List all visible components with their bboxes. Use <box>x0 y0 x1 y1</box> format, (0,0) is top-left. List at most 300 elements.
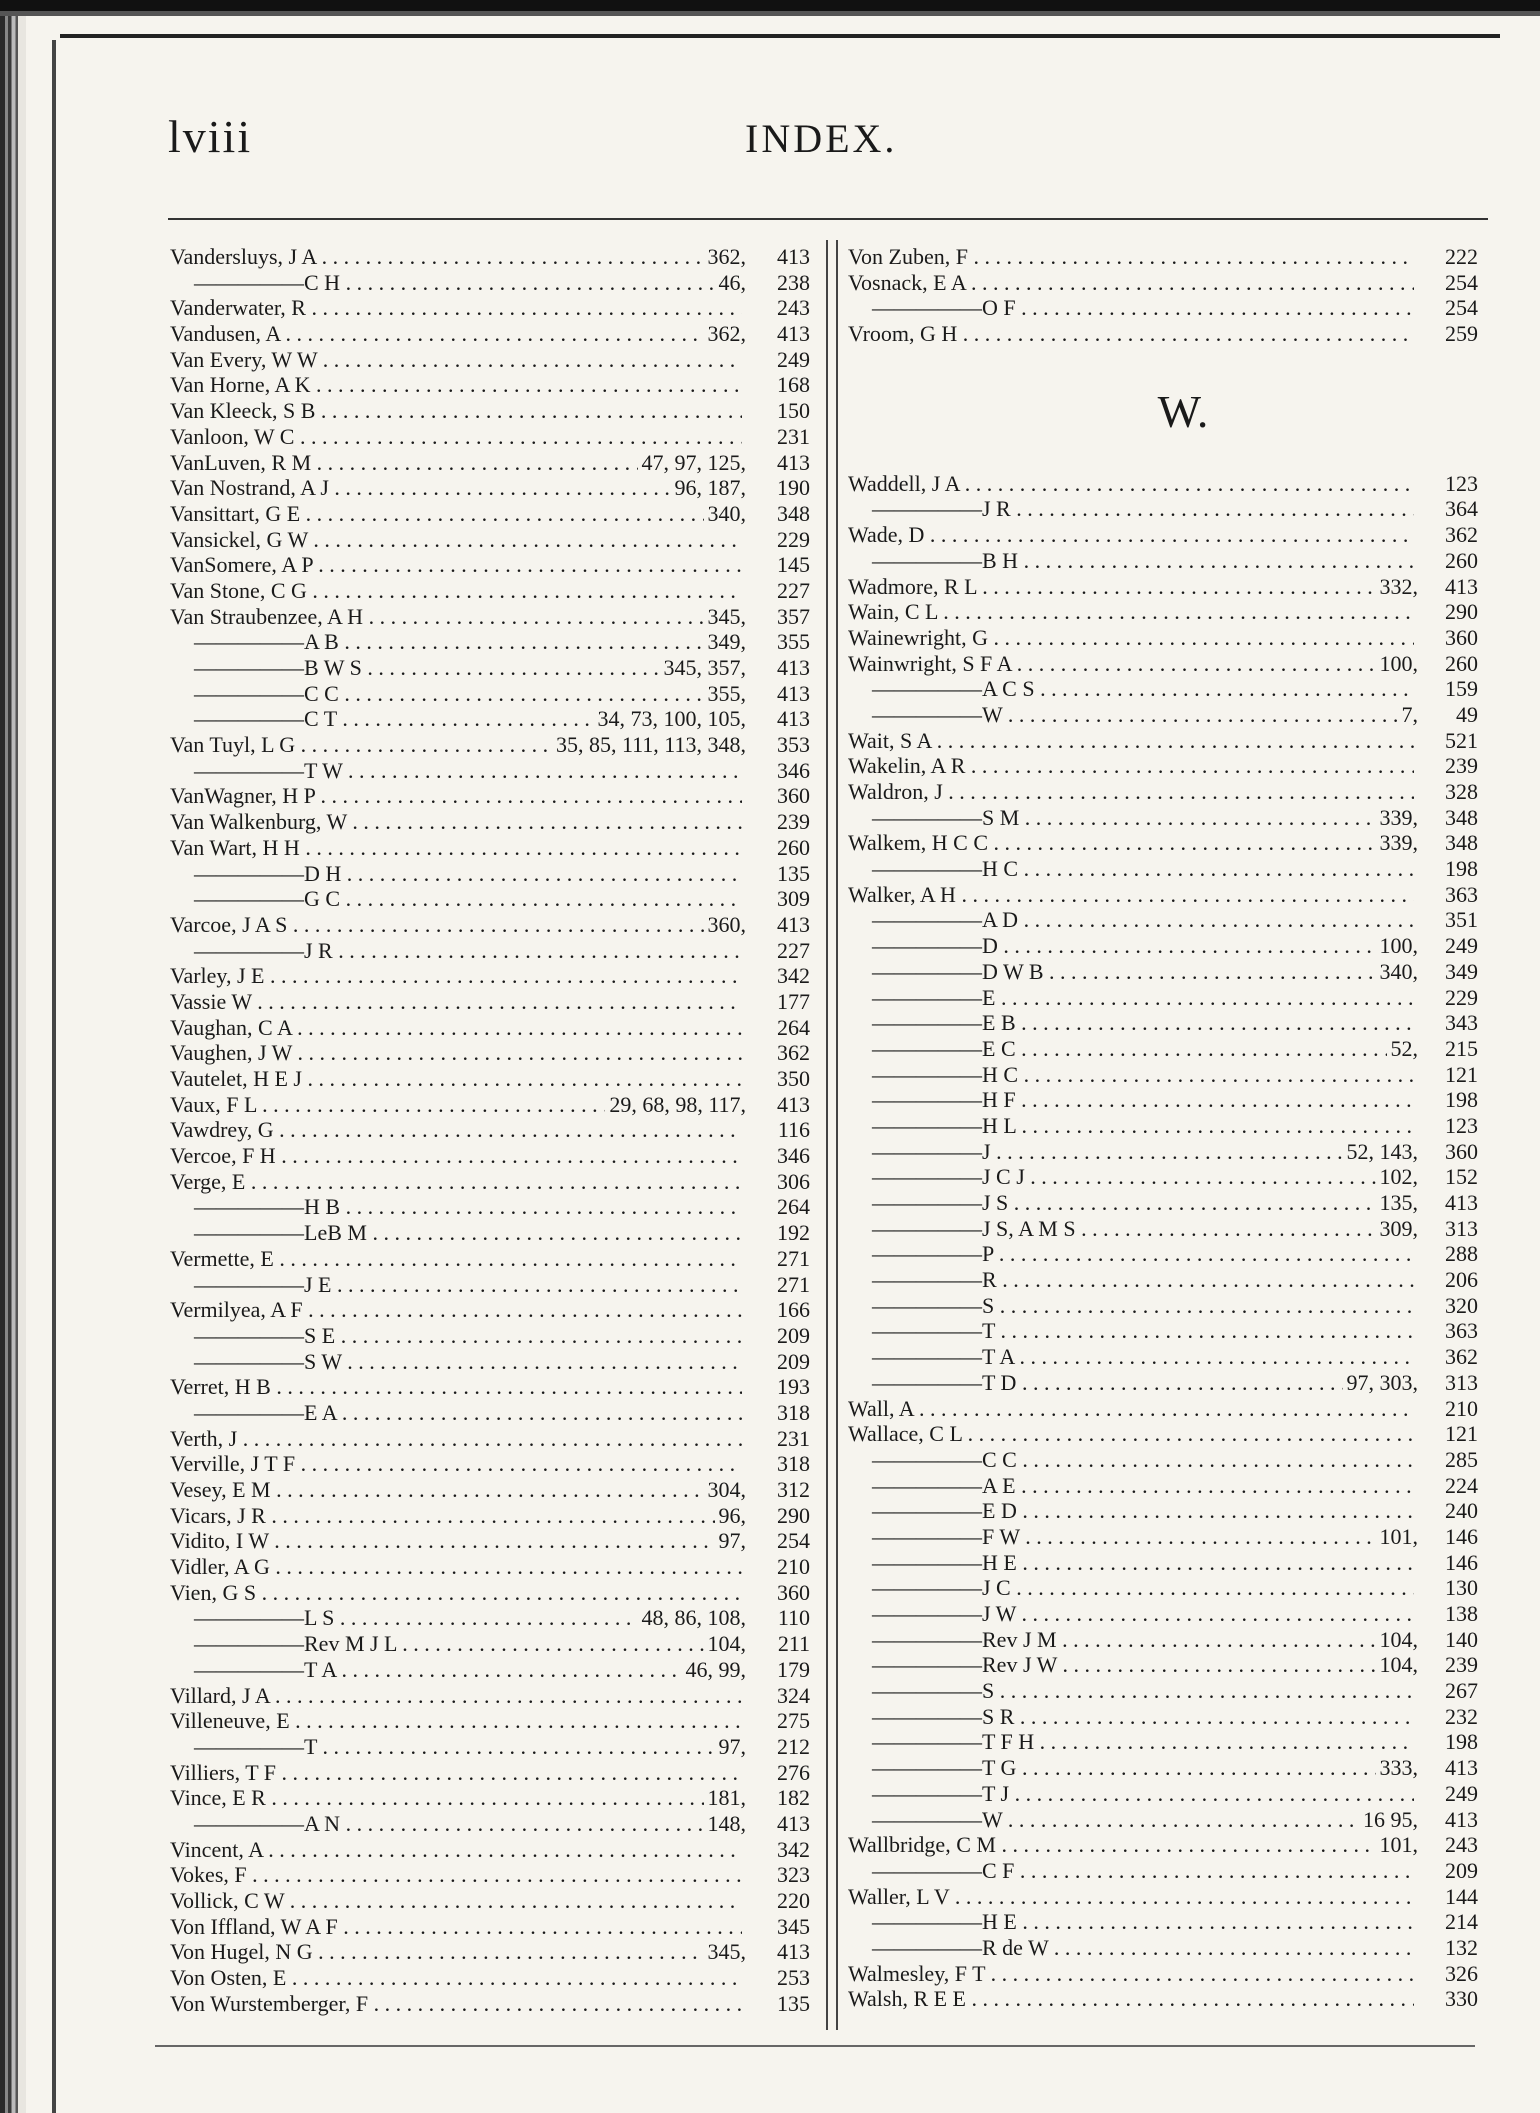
entry-refs: 97, <box>715 1734 747 1760</box>
index-entry <box>848 985 1478 1011</box>
index-entry <box>170 1862 810 1888</box>
entry-name: —————S E . . . <box>170 1323 742 1349</box>
entry-page: 138 <box>1445 1601 1478 1626</box>
entry-name: —————T J . . . <box>848 1781 1414 1807</box>
entry-name: Von Osten, E . . . <box>170 1965 742 1991</box>
entry-page: 413 <box>777 1091 810 1117</box>
entry-name: Wakelin, A R . . . <box>848 753 1414 779</box>
entry-name: —————D . . . <box>848 933 1376 959</box>
entry-name: Vollick, C W . . . <box>170 1888 742 1914</box>
entry-name: Wainwright, S F A . . . <box>848 651 1376 677</box>
entry-name: Wall, A . . . <box>848 1396 1414 1422</box>
entry-name: —————A E . . . <box>848 1473 1414 1499</box>
entry-name: Walker, A H . . . <box>848 882 1414 908</box>
entry-page: 413 <box>777 911 810 937</box>
entry-refs: 332, <box>1376 574 1419 600</box>
entry-page: 212 <box>777 1733 810 1759</box>
entry-refs: 360, <box>704 912 747 938</box>
index-list-v-continued <box>848 244 1478 347</box>
index-entry <box>848 1858 1478 1884</box>
entry-page: 309 <box>777 886 810 912</box>
entry-name: Verge, E . . . <box>170 1169 742 1195</box>
entry-name: Wadmore, R L . . . <box>848 574 1376 600</box>
entry-page: 254 <box>1445 269 1478 295</box>
entry-page: 227 <box>777 577 810 603</box>
entry-refs: 35, 85, 111, 113, 348, <box>552 732 746 758</box>
entry-page: 360 <box>1445 1138 1478 1164</box>
entry-refs: 16 95, <box>1359 1807 1418 1833</box>
entry-name: —————Rev M J L . . . <box>170 1631 704 1657</box>
entry-page: 364 <box>1445 496 1478 522</box>
index-entry <box>848 1216 1478 1242</box>
index-entry <box>170 578 810 604</box>
entry-name: —————J W . . . <box>848 1601 1414 1627</box>
index-entry <box>848 471 1478 497</box>
entry-name: Vawdrey, G . . . <box>170 1117 742 1143</box>
index-entry <box>170 938 810 964</box>
index-entry <box>170 681 810 707</box>
index-entry <box>848 1267 1478 1293</box>
entry-name: Vautelet, H E J . . . <box>170 1066 742 1092</box>
entry-name: Wade, D . . . <box>848 522 1414 548</box>
entry-name: Waldron, J . . . <box>848 779 1414 805</box>
entry-page: 413 <box>777 680 810 706</box>
entry-page: 150 <box>777 398 810 424</box>
index-entry <box>170 1888 810 1914</box>
index-entry <box>170 1811 810 1837</box>
entry-name: —————C T . . . <box>170 706 594 732</box>
entry-name: —————H F . . . <box>848 1087 1414 1113</box>
index-entry <box>170 655 810 681</box>
entry-page: 413 <box>777 706 810 732</box>
index-entry <box>848 779 1478 805</box>
index-entry <box>848 1909 1478 1935</box>
index-entry <box>170 1272 810 1298</box>
entry-name: —————D W B . . . <box>848 959 1376 985</box>
index-entry <box>848 1884 1478 1910</box>
index-entry <box>170 912 810 938</box>
entry-page: 182 <box>777 1785 810 1811</box>
entry-page: 348 <box>1445 830 1478 856</box>
index-entry <box>848 1190 1478 1216</box>
entry-name: —————W . . . <box>848 1807 1359 1833</box>
entry-page: 413 <box>777 1939 810 1965</box>
entry-name: —————J R . . . <box>848 496 1414 522</box>
entry-page: 290 <box>777 1502 810 1528</box>
entry-page: 345 <box>777 1913 810 1939</box>
entry-page: 260 <box>1445 547 1478 573</box>
index-entry <box>170 475 810 501</box>
entry-name: Van Straubenzee, A H . . . <box>170 604 704 630</box>
entry-refs: 46, 99, <box>682 1657 747 1683</box>
entry-name: —————P . . . <box>848 1241 1414 1267</box>
entry-page: 363 <box>1445 1318 1478 1344</box>
index-entry <box>848 1010 1478 1036</box>
entry-page: 243 <box>777 295 810 321</box>
index-entry <box>170 1143 810 1169</box>
entry-page: 360 <box>777 783 810 809</box>
entry-page: 264 <box>777 1014 810 1040</box>
index-entry <box>170 886 810 912</box>
entry-page: 144 <box>1445 1883 1478 1909</box>
index-entry <box>848 295 1478 321</box>
entry-name: —————S . . . <box>848 1678 1414 1704</box>
entry-name: —————J R . . . <box>170 938 742 964</box>
entry-page: 360 <box>777 1579 810 1605</box>
entry-page: 326 <box>1445 1960 1478 1986</box>
entry-name: —————C C . . . <box>848 1447 1414 1473</box>
entry-page: 313 <box>1445 1369 1478 1395</box>
entry-page: 159 <box>1445 676 1478 702</box>
entry-page: 348 <box>777 500 810 526</box>
entry-page: 413 <box>777 449 810 475</box>
entry-name: Vokes, F . . . <box>170 1862 742 1888</box>
index-entry <box>170 835 810 861</box>
index-entry <box>848 1575 1478 1601</box>
entry-refs: 135, <box>1376 1190 1419 1216</box>
entry-name: —————J S, A M S . . . <box>848 1216 1376 1242</box>
entry-refs: 340, <box>1376 959 1419 985</box>
index-entry <box>848 599 1478 625</box>
entry-page: 357 <box>777 603 810 629</box>
entry-page: 227 <box>777 937 810 963</box>
entry-page: 323 <box>777 1862 810 1888</box>
top-edge-line <box>60 34 1500 38</box>
entry-name: Vansittart, G E . . . <box>170 501 704 527</box>
index-entry <box>170 1220 810 1246</box>
entry-page: 240 <box>1445 1498 1478 1524</box>
index-list-w <box>848 471 1478 2012</box>
entry-refs: 52, 143, <box>1343 1139 1419 1165</box>
index-entry <box>170 1477 810 1503</box>
index-entry <box>848 1986 1478 2012</box>
entry-name: —————E B . . . <box>848 1010 1414 1036</box>
entry-refs: 340, <box>704 501 747 527</box>
index-entry <box>848 882 1478 908</box>
entry-page: 288 <box>1445 1241 1478 1267</box>
entry-name: —————T G . . . <box>848 1755 1376 1781</box>
entry-name: Von Zuben, F . . . <box>848 244 1414 270</box>
entry-name: —————T D . . . <box>848 1370 1343 1396</box>
entry-page: 140 <box>1445 1626 1478 1652</box>
entry-name: Van Horne, A K . . . <box>170 372 742 398</box>
entry-refs: 362, <box>704 244 747 270</box>
entry-page: 49 <box>1456 701 1478 727</box>
entry-name: —————S . . . <box>848 1293 1414 1319</box>
entry-name: Vroom, G H . . . <box>848 321 1414 347</box>
index-entry <box>170 450 810 476</box>
entry-name: Varcoe, J A S . . . <box>170 912 704 938</box>
index-entry <box>170 758 810 784</box>
entry-refs: 304, <box>704 1477 747 1503</box>
book-binding-edge <box>0 0 26 2113</box>
entry-page: 243 <box>1445 1832 1478 1858</box>
entry-name: —————Rev J W . . . <box>848 1652 1376 1678</box>
entry-page: 276 <box>777 1759 810 1785</box>
entry-name: Van Stone, C G . . . <box>170 578 742 604</box>
index-entry <box>170 1760 810 1786</box>
entry-page: 211 <box>777 1631 810 1657</box>
entry-name: Waller, L V . . . <box>848 1884 1414 1910</box>
index-entry <box>848 1241 1478 1267</box>
entry-page: 253 <box>777 1965 810 1991</box>
index-entry <box>170 552 810 578</box>
entry-refs: 362, <box>704 321 747 347</box>
entry-page: 249 <box>1445 933 1478 959</box>
index-entry <box>170 1965 810 1991</box>
entry-page: 249 <box>1445 1780 1478 1806</box>
index-entry <box>170 963 810 989</box>
entry-name: Vassie W . . . <box>170 989 742 1015</box>
entry-page: 209 <box>1445 1857 1478 1883</box>
index-entry <box>848 1524 1478 1550</box>
index-entry <box>170 270 810 296</box>
index-entry <box>170 1580 810 1606</box>
entry-name: —————S R . . . <box>848 1704 1414 1730</box>
entry-name: Vanderwater, R . . . <box>170 295 742 321</box>
entry-name: Vien, G S . . . <box>170 1580 742 1606</box>
index-entry <box>170 527 810 553</box>
entry-page: 121 <box>1445 1061 1478 1087</box>
index-entry <box>170 783 810 809</box>
entry-page: 121 <box>1445 1421 1478 1447</box>
index-entry <box>170 424 810 450</box>
entry-name: —————H B . . . <box>170 1194 742 1220</box>
entry-page: 259 <box>1445 321 1478 347</box>
entry-page: 198 <box>1445 1729 1478 1755</box>
entry-name: —————T . . . <box>170 1734 715 1760</box>
index-entry <box>170 1503 810 1529</box>
entry-name: —————J S . . . <box>848 1190 1376 1216</box>
index-entry <box>848 321 1478 347</box>
entry-name: Varley, J E . . . <box>170 963 742 989</box>
entry-name: Van Nostrand, A J . . . <box>170 475 671 501</box>
entry-name: —————T . . . <box>848 1318 1414 1344</box>
index-entry <box>170 347 810 373</box>
entry-page: 209 <box>777 1348 810 1374</box>
entry-refs: 339, <box>1376 830 1419 856</box>
entry-name: Van Tuyl, L G . . . <box>170 732 552 758</box>
index-entry <box>170 1991 810 2017</box>
entry-page: 330 <box>1445 1986 1478 2012</box>
index-entry <box>848 1601 1478 1627</box>
index-entry <box>848 1627 1478 1653</box>
entry-name: Walkem, H C C . . . <box>848 830 1376 856</box>
index-entry <box>170 1194 810 1220</box>
column-divider <box>826 240 838 2030</box>
entry-name: Vaux, F L . . . <box>170 1092 605 1118</box>
index-entry <box>170 1939 810 1965</box>
entry-name: Van Every, W W . . . <box>170 347 742 373</box>
index-entry <box>170 1349 810 1375</box>
entry-refs: 97, 303, <box>1343 1370 1419 1396</box>
entry-name: —————T A . . . <box>170 1657 682 1683</box>
entry-page: 413 <box>1445 1755 1478 1781</box>
entry-page: 320 <box>1445 1292 1478 1318</box>
entry-page: 306 <box>777 1168 810 1194</box>
index-entry <box>170 1914 810 1940</box>
entry-refs: 148, <box>704 1811 747 1837</box>
entry-page: 290 <box>1445 599 1478 625</box>
index-column-left <box>170 244 810 2016</box>
entry-page: 275 <box>777 1708 810 1734</box>
page-margin-line <box>52 40 56 2113</box>
entry-page: 413 <box>777 321 810 347</box>
entry-name: Van Wart, H H . . . <box>170 835 742 861</box>
entry-name: —————H E . . . <box>848 1550 1414 1576</box>
entry-refs: 309, <box>1376 1216 1419 1242</box>
entry-page: 267 <box>1445 1678 1478 1704</box>
entry-refs: 100, <box>1376 651 1419 677</box>
entry-refs: 7, <box>1398 702 1419 728</box>
entry-name: Waddell, J A . . . <box>848 471 1414 497</box>
entry-name: Von Iffland, W A F . . . <box>170 1914 742 1940</box>
entry-name: —————G C . . . <box>170 886 742 912</box>
index-entry <box>170 1451 810 1477</box>
index-entry <box>848 805 1478 831</box>
index-entry <box>170 1708 810 1734</box>
entry-name: —————S M . . . <box>848 805 1376 831</box>
index-entry <box>848 1318 1478 1344</box>
index-entry <box>848 1293 1478 1319</box>
entry-name: —————T F H . . . <box>848 1729 1414 1755</box>
entry-name: Vidito, I W . . . <box>170 1528 715 1554</box>
entry-page: 116 <box>777 1117 810 1143</box>
page-number: lviii <box>168 111 253 162</box>
entry-page: 145 <box>777 552 810 578</box>
entry-page: 249 <box>777 346 810 372</box>
entry-page: 350 <box>777 1066 810 1091</box>
entry-page: 362 <box>1445 522 1478 548</box>
entry-refs: 349, <box>704 629 747 655</box>
entry-refs: 48, 86, 108, <box>638 1605 747 1631</box>
index-entry <box>170 809 810 835</box>
entry-name: —————J C J . . . <box>848 1164 1376 1190</box>
entry-name: —————J C . . . <box>848 1575 1414 1601</box>
entry-refs: 34, 73, 100, 105, <box>594 706 747 732</box>
index-entry <box>170 295 810 321</box>
entry-name: —————E . . . <box>848 985 1414 1011</box>
index-entry <box>848 702 1478 728</box>
entry-page: 413 <box>777 655 810 680</box>
entry-page: 362 <box>1445 1344 1478 1370</box>
entry-name: Vandersluys, J A . . . <box>170 244 704 270</box>
entry-page: 254 <box>777 1528 810 1554</box>
index-entry <box>848 830 1478 856</box>
entry-name: —————W . . . <box>848 702 1398 728</box>
entry-page: 349 <box>1445 958 1478 984</box>
entry-name: —————H C . . . <box>848 856 1414 882</box>
entry-page: 193 <box>777 1374 810 1400</box>
index-entry <box>170 989 810 1015</box>
entry-refs: 102, <box>1376 1164 1419 1190</box>
entry-name: Walsh, R E E . . . <box>848 1986 1414 2012</box>
index-entry <box>848 1139 1478 1165</box>
index-entry <box>170 1323 810 1349</box>
entry-name: Vince, E R . . . <box>170 1785 704 1811</box>
entry-page: 346 <box>777 1143 810 1169</box>
index-entry <box>170 1657 810 1683</box>
entry-page: 135 <box>777 1990 810 2016</box>
index-entry <box>170 1426 810 1452</box>
index-entry <box>848 1550 1478 1576</box>
entry-name: —————C H . . . <box>170 270 715 296</box>
entry-page: 231 <box>777 423 810 449</box>
entry-page: 214 <box>1445 1909 1478 1935</box>
index-entry <box>170 1117 810 1143</box>
index-entry <box>848 1961 1478 1987</box>
entry-page: 210 <box>777 1554 810 1580</box>
entry-name: Villiers, T F . . . <box>170 1760 742 1786</box>
entry-name: Vidler, A G . . . <box>170 1554 742 1580</box>
entry-page: 192 <box>777 1220 810 1246</box>
entry-page: 254 <box>1445 295 1478 321</box>
entry-name: —————A B . . . <box>170 629 704 655</box>
entry-name: VanSomere, A P . . . <box>170 552 742 578</box>
index-entry <box>170 372 810 398</box>
index-entry <box>848 1370 1478 1396</box>
entry-name: —————T W . . . <box>170 758 742 784</box>
entry-refs: 96, 187, <box>671 475 747 501</box>
index-entry <box>170 1297 810 1323</box>
entry-page: 110 <box>777 1605 810 1631</box>
entry-page: 271 <box>777 1245 810 1271</box>
entry-page: 146 <box>1445 1549 1478 1575</box>
entry-name: —————A C S . . . <box>848 676 1414 702</box>
entry-name: Verville, J T F . . . <box>170 1451 742 1477</box>
entry-refs: 104, <box>1376 1652 1419 1678</box>
index-entry <box>848 1729 1478 1755</box>
entry-refs: 97, <box>715 1528 747 1554</box>
entry-page: 229 <box>777 526 810 552</box>
index-entry <box>848 1421 1478 1447</box>
entry-refs: 29, 68, 98, 117, <box>605 1092 746 1118</box>
entry-name: —————C F . . . <box>848 1858 1414 1884</box>
entry-refs: 100, <box>1376 933 1419 959</box>
entry-page: 152 <box>1445 1164 1478 1190</box>
entry-name: Vaughen, J W . . . <box>170 1040 742 1066</box>
entry-page: 239 <box>1445 1652 1478 1678</box>
entry-name: Vermette, E . . . <box>170 1246 742 1272</box>
index-entry <box>848 1447 1478 1473</box>
index-entry <box>848 959 1478 985</box>
entry-page: 342 <box>777 963 810 989</box>
entry-page: 231 <box>777 1425 810 1451</box>
index-entry <box>170 1683 810 1709</box>
index-entry <box>848 522 1478 548</box>
entry-page: 260 <box>1445 650 1478 676</box>
index-entry <box>848 574 1478 600</box>
index-entry <box>848 1113 1478 1139</box>
index-entry <box>170 1837 810 1863</box>
index-entry <box>170 1631 810 1657</box>
entry-page: 413 <box>777 1810 810 1836</box>
entry-page: 413 <box>1445 1806 1478 1832</box>
entry-name: —————S W . . . <box>170 1349 742 1375</box>
entry-name: —————F W . . . <box>848 1524 1376 1550</box>
entry-name: —————Rev J M . . . <box>848 1627 1376 1653</box>
entry-page: 362 <box>777 1040 810 1066</box>
entry-page: 123 <box>1445 470 1478 496</box>
entry-name: Van Walkenburg, W . . . <box>170 809 742 835</box>
index-entry <box>170 604 810 630</box>
entry-page: 166 <box>777 1297 810 1323</box>
index-entry <box>848 1807 1478 1833</box>
entry-name: Villeneuve, E . . . <box>170 1708 742 1734</box>
entry-name: —————J . . . <box>848 1139 1343 1165</box>
entry-name: —————A N . . . <box>170 1811 704 1837</box>
entry-name: Wain, C L . . . <box>848 599 1414 625</box>
